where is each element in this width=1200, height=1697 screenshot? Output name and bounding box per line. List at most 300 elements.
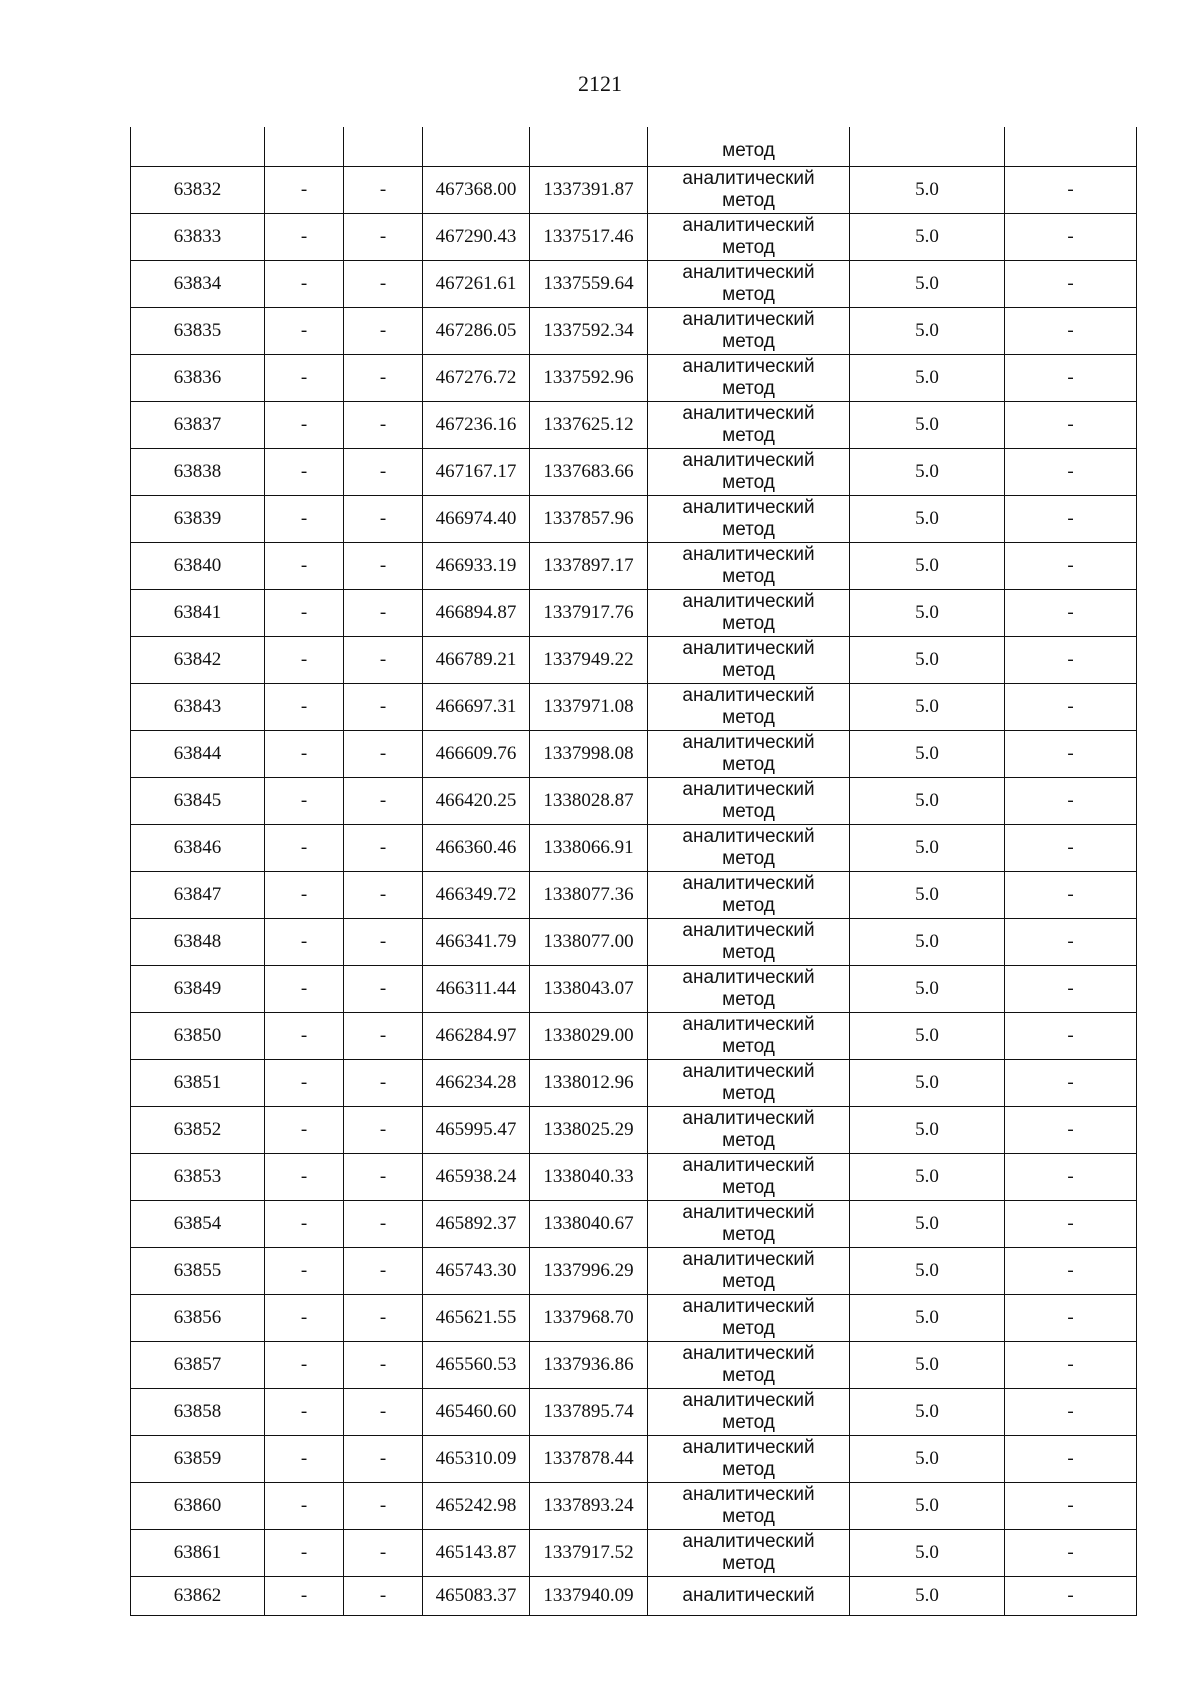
empty-value-cell: - bbox=[265, 590, 344, 637]
table-row bbox=[131, 1436, 1137, 1483]
empty-value-cell: - bbox=[1005, 1389, 1137, 1436]
method-line-2: метод bbox=[722, 754, 775, 775]
x-coordinate-cell: 465460.60 bbox=[423, 1389, 530, 1436]
accuracy-cell: 5.0 bbox=[850, 1389, 1005, 1436]
method-line-2: метод bbox=[722, 378, 775, 399]
empty-value-cell: - bbox=[265, 1201, 344, 1248]
method-line-1: аналитический bbox=[682, 1014, 815, 1035]
point-number-cell: 63854 bbox=[131, 1201, 265, 1248]
empty-value-cell: - bbox=[1005, 966, 1137, 1013]
empty-value-cell: - bbox=[265, 1342, 344, 1389]
table-row bbox=[131, 543, 1137, 590]
method-line-2: метод bbox=[722, 942, 775, 963]
x-coordinate-cell: 466894.87 bbox=[423, 590, 530, 637]
empty-value-cell: - bbox=[265, 1530, 344, 1577]
x-coordinate-cell: 466974.40 bbox=[423, 496, 530, 543]
method-line-2: метод bbox=[722, 1459, 775, 1480]
empty-value-cell: - bbox=[1005, 778, 1137, 825]
x-coordinate-cell: 465083.37 bbox=[423, 1577, 530, 1616]
table-row bbox=[131, 1577, 1137, 1616]
method-line-1: аналитический bbox=[682, 1343, 815, 1364]
empty-value-cell: - bbox=[344, 1013, 423, 1060]
empty-value-cell: - bbox=[1005, 1436, 1137, 1483]
point-number-cell: 63838 bbox=[131, 449, 265, 496]
method-cell bbox=[648, 1295, 850, 1342]
method-line-1: аналитический bbox=[682, 1249, 815, 1270]
empty-value-cell: - bbox=[265, 543, 344, 590]
accuracy-cell: 5.0 bbox=[850, 872, 1005, 919]
empty-value-cell: - bbox=[265, 214, 344, 261]
empty-value-cell: - bbox=[344, 214, 423, 261]
empty-value-cell: - bbox=[1005, 308, 1137, 355]
y-coordinate-cell: 1337917.76 bbox=[530, 590, 648, 637]
point-number-cell: 63843 bbox=[131, 684, 265, 731]
x-coordinate-cell: 467368.00 bbox=[423, 167, 530, 214]
x-coordinate-cell: 466234.28 bbox=[423, 1060, 530, 1107]
table-row bbox=[131, 1013, 1137, 1060]
method-cell bbox=[648, 1201, 850, 1248]
accuracy-cell: 5.0 bbox=[850, 214, 1005, 261]
y-coordinate-cell: 1337996.29 bbox=[530, 1248, 648, 1295]
x-coordinate-cell: 465310.09 bbox=[423, 1436, 530, 1483]
point-number-cell: 63857 bbox=[131, 1342, 265, 1389]
y-coordinate-cell: 1337917.52 bbox=[530, 1530, 648, 1577]
accuracy-cell: 5.0 bbox=[850, 966, 1005, 1013]
method-line-2: метод bbox=[722, 472, 775, 493]
accuracy-cell: 5.0 bbox=[850, 1248, 1005, 1295]
method-line-1: аналитический bbox=[682, 1108, 815, 1129]
empty-value-cell: - bbox=[344, 355, 423, 402]
empty-value-cell: - bbox=[344, 825, 423, 872]
empty-value-cell: - bbox=[265, 1436, 344, 1483]
empty-value-cell: - bbox=[265, 778, 344, 825]
accuracy-cell: 5.0 bbox=[850, 1530, 1005, 1577]
method-cell bbox=[648, 1530, 850, 1577]
method-line-1: аналитический bbox=[682, 215, 815, 236]
empty-value-cell: - bbox=[1005, 1483, 1137, 1530]
table-row bbox=[131, 449, 1137, 496]
point-number-cell: 63847 bbox=[131, 872, 265, 919]
empty-value-cell: - bbox=[344, 1295, 423, 1342]
table-cell bbox=[423, 127, 530, 167]
method-line-1: аналитический bbox=[682, 920, 815, 941]
table-row bbox=[131, 872, 1137, 919]
table-row bbox=[131, 1107, 1137, 1154]
accuracy-cell: 5.0 bbox=[850, 590, 1005, 637]
point-number-cell: 63845 bbox=[131, 778, 265, 825]
method-cell bbox=[648, 543, 850, 590]
point-number-cell: 63844 bbox=[131, 731, 265, 778]
empty-value-cell: - bbox=[1005, 355, 1137, 402]
y-coordinate-cell: 1337592.96 bbox=[530, 355, 648, 402]
empty-value-cell: - bbox=[1005, 261, 1137, 308]
accuracy-cell: 5.0 bbox=[850, 261, 1005, 308]
x-coordinate-cell: 466697.31 bbox=[423, 684, 530, 731]
accuracy-cell: 5.0 bbox=[850, 919, 1005, 966]
y-coordinate-cell: 1337897.17 bbox=[530, 543, 648, 590]
method-line-2: метод bbox=[722, 237, 775, 258]
empty-value-cell: - bbox=[344, 778, 423, 825]
y-coordinate-cell: 1338040.33 bbox=[530, 1154, 648, 1201]
point-number-cell: 63853 bbox=[131, 1154, 265, 1201]
empty-value-cell: - bbox=[265, 355, 344, 402]
point-number-cell: 63837 bbox=[131, 402, 265, 449]
accuracy-cell: 5.0 bbox=[850, 684, 1005, 731]
table-row bbox=[131, 1295, 1137, 1342]
y-coordinate-cell: 1338077.00 bbox=[530, 919, 648, 966]
method-cell bbox=[648, 1107, 850, 1154]
method-cell bbox=[648, 167, 850, 214]
accuracy-cell: 5.0 bbox=[850, 1013, 1005, 1060]
x-coordinate-cell: 467290.43 bbox=[423, 214, 530, 261]
point-number-cell: 63841 bbox=[131, 590, 265, 637]
x-coordinate-cell: 466349.72 bbox=[423, 872, 530, 919]
table-row bbox=[131, 308, 1137, 355]
empty-value-cell: - bbox=[344, 731, 423, 778]
empty-value-cell: - bbox=[1005, 1577, 1137, 1616]
point-number-cell: 63856 bbox=[131, 1295, 265, 1342]
empty-value-cell: - bbox=[1005, 731, 1137, 778]
empty-value-cell: - bbox=[265, 731, 344, 778]
y-coordinate-cell: 1337998.08 bbox=[530, 731, 648, 778]
accuracy-cell: 5.0 bbox=[850, 355, 1005, 402]
accuracy-cell: 5.0 bbox=[850, 1201, 1005, 1248]
method-line-2: метод bbox=[722, 1083, 775, 1104]
method-line-1: аналитический bbox=[682, 638, 815, 659]
method-line-2: метод bbox=[722, 613, 775, 634]
point-number-cell: 63840 bbox=[131, 543, 265, 590]
method-line-2: метод bbox=[722, 848, 775, 869]
table-row bbox=[131, 1530, 1137, 1577]
method-line-1: аналитический bbox=[682, 356, 815, 377]
y-coordinate-cell: 1338012.96 bbox=[530, 1060, 648, 1107]
empty-value-cell: - bbox=[1005, 214, 1137, 261]
table-row bbox=[131, 496, 1137, 543]
x-coordinate-cell: 466420.25 bbox=[423, 778, 530, 825]
method-line-2: метод bbox=[722, 284, 775, 305]
accuracy-cell: 5.0 bbox=[850, 1483, 1005, 1530]
table-row bbox=[131, 778, 1137, 825]
method-line-2: метод bbox=[722, 425, 775, 446]
y-coordinate-cell: 1338043.07 bbox=[530, 966, 648, 1013]
empty-value-cell: - bbox=[344, 1060, 423, 1107]
empty-value-cell: - bbox=[344, 1248, 423, 1295]
empty-value-cell: - bbox=[265, 1483, 344, 1530]
y-coordinate-cell: 1338066.91 bbox=[530, 825, 648, 872]
method-cell bbox=[648, 308, 850, 355]
method-line-2: метод bbox=[722, 519, 775, 540]
empty-value-cell: - bbox=[1005, 1013, 1137, 1060]
method-line-2: метод bbox=[722, 707, 775, 728]
point-number-cell: 63860 bbox=[131, 1483, 265, 1530]
empty-value-cell: - bbox=[265, 1154, 344, 1201]
point-number-cell: 63836 bbox=[131, 355, 265, 402]
empty-value-cell: - bbox=[265, 496, 344, 543]
table-row bbox=[131, 1201, 1137, 1248]
y-coordinate-cell: 1338028.87 bbox=[530, 778, 648, 825]
table-row bbox=[131, 1389, 1137, 1436]
method-line-1: аналитический bbox=[682, 403, 815, 424]
table-cell bbox=[850, 127, 1005, 167]
empty-value-cell: - bbox=[1005, 1530, 1137, 1577]
y-coordinate-cell: 1337893.24 bbox=[530, 1483, 648, 1530]
empty-value-cell: - bbox=[344, 1342, 423, 1389]
table-row bbox=[131, 731, 1137, 778]
point-number-cell: 63835 bbox=[131, 308, 265, 355]
method-line-2: метод bbox=[722, 1553, 775, 1574]
empty-value-cell: - bbox=[1005, 637, 1137, 684]
method-cell bbox=[648, 872, 850, 919]
table-row bbox=[131, 261, 1137, 308]
x-coordinate-cell: 466341.79 bbox=[423, 919, 530, 966]
empty-value-cell: - bbox=[265, 919, 344, 966]
x-coordinate-cell: 467236.16 bbox=[423, 402, 530, 449]
accuracy-cell: 5.0 bbox=[850, 543, 1005, 590]
method-line-2: метод bbox=[722, 1365, 775, 1386]
method-cell bbox=[648, 684, 850, 731]
method-cell bbox=[648, 1342, 850, 1389]
point-number-cell: 63834 bbox=[131, 261, 265, 308]
y-coordinate-cell: 1337895.74 bbox=[530, 1389, 648, 1436]
accuracy-cell: 5.0 bbox=[850, 402, 1005, 449]
empty-value-cell: - bbox=[344, 402, 423, 449]
method-line-2: метод bbox=[722, 1177, 775, 1198]
method-cell bbox=[648, 1013, 850, 1060]
method-cell bbox=[648, 355, 850, 402]
empty-value-cell: - bbox=[1005, 167, 1137, 214]
empty-value-cell: - bbox=[265, 167, 344, 214]
table-row bbox=[131, 919, 1137, 966]
empty-value-cell: - bbox=[265, 402, 344, 449]
accuracy-cell: 5.0 bbox=[850, 449, 1005, 496]
point-number-cell: 63846 bbox=[131, 825, 265, 872]
point-number-cell: 63855 bbox=[131, 1248, 265, 1295]
accuracy-cell: 5.0 bbox=[850, 1107, 1005, 1154]
method-line-2: метод bbox=[722, 331, 775, 352]
table-row bbox=[131, 1248, 1137, 1295]
accuracy-cell: 5.0 bbox=[850, 637, 1005, 684]
empty-value-cell: - bbox=[1005, 919, 1137, 966]
y-coordinate-cell: 1337878.44 bbox=[530, 1436, 648, 1483]
method-line-2: метод bbox=[722, 1506, 775, 1527]
empty-value-cell: - bbox=[1005, 1060, 1137, 1107]
method-line-2: метод bbox=[722, 1036, 775, 1057]
coordinates-table bbox=[130, 127, 1137, 1616]
table-row bbox=[131, 637, 1137, 684]
method-line-1: аналитический bbox=[682, 873, 815, 894]
accuracy-cell: 5.0 bbox=[850, 1295, 1005, 1342]
point-number-cell: 63851 bbox=[131, 1060, 265, 1107]
method-cell bbox=[648, 778, 850, 825]
accuracy-cell: 5.0 bbox=[850, 731, 1005, 778]
accuracy-cell: 5.0 bbox=[850, 496, 1005, 543]
y-coordinate-cell: 1338040.67 bbox=[530, 1201, 648, 1248]
x-coordinate-cell: 467286.05 bbox=[423, 308, 530, 355]
method-line-1: аналитический bbox=[682, 1585, 815, 1606]
y-coordinate-cell: 1337625.12 bbox=[530, 402, 648, 449]
empty-value-cell: - bbox=[344, 872, 423, 919]
empty-value-cell: - bbox=[265, 308, 344, 355]
method-cell bbox=[648, 1483, 850, 1530]
accuracy-cell: 5.0 bbox=[850, 1154, 1005, 1201]
empty-value-cell: - bbox=[1005, 684, 1137, 731]
table-row bbox=[131, 355, 1137, 402]
method-line-2: метод bbox=[722, 660, 775, 681]
method-line-2: метод bbox=[722, 566, 775, 587]
method-cell bbox=[648, 731, 850, 778]
point-number-cell: 63832 bbox=[131, 167, 265, 214]
table-row bbox=[131, 1154, 1137, 1201]
method-line-2: метод bbox=[722, 1318, 775, 1339]
table-row bbox=[131, 1060, 1137, 1107]
x-coordinate-cell: 465621.55 bbox=[423, 1295, 530, 1342]
y-coordinate-cell: 1337968.70 bbox=[530, 1295, 648, 1342]
method-line-1: аналитический bbox=[682, 1296, 815, 1317]
empty-value-cell: - bbox=[344, 261, 423, 308]
method-line-2: метод bbox=[722, 801, 775, 822]
y-coordinate-cell: 1337971.08 bbox=[530, 684, 648, 731]
point-number-cell: 63852 bbox=[131, 1107, 265, 1154]
empty-value-cell: - bbox=[265, 1248, 344, 1295]
method-line-1: аналитический bbox=[682, 1202, 815, 1223]
point-number-cell: 63850 bbox=[131, 1013, 265, 1060]
table-cell bbox=[344, 127, 423, 167]
empty-value-cell: - bbox=[1005, 1107, 1137, 1154]
empty-value-cell: - bbox=[344, 1154, 423, 1201]
x-coordinate-cell: 467276.72 bbox=[423, 355, 530, 402]
method-line-1: аналитический bbox=[682, 1061, 815, 1082]
empty-value-cell: - bbox=[1005, 1248, 1137, 1295]
table-cell bbox=[530, 127, 648, 167]
table-cell bbox=[131, 127, 265, 167]
method-line-2: метод bbox=[722, 190, 775, 211]
y-coordinate-cell: 1337559.64 bbox=[530, 261, 648, 308]
x-coordinate-cell: 465892.37 bbox=[423, 1201, 530, 1248]
method-cell bbox=[648, 127, 850, 167]
accuracy-cell: 5.0 bbox=[850, 167, 1005, 214]
method-line-2: метод bbox=[722, 989, 775, 1010]
empty-value-cell: - bbox=[344, 308, 423, 355]
table-row bbox=[131, 684, 1137, 731]
accuracy-cell: 5.0 bbox=[850, 308, 1005, 355]
empty-value-cell: - bbox=[1005, 449, 1137, 496]
x-coordinate-cell: 465143.87 bbox=[423, 1530, 530, 1577]
method-cell bbox=[648, 919, 850, 966]
accuracy-cell: 5.0 bbox=[850, 825, 1005, 872]
x-coordinate-cell: 466609.76 bbox=[423, 731, 530, 778]
x-coordinate-cell: 466933.19 bbox=[423, 543, 530, 590]
method-line-1: аналитический bbox=[682, 967, 815, 988]
x-coordinate-cell: 466360.46 bbox=[423, 825, 530, 872]
empty-value-cell: - bbox=[265, 637, 344, 684]
table-row bbox=[131, 167, 1137, 214]
y-coordinate-cell: 1337517.46 bbox=[530, 214, 648, 261]
table-row bbox=[131, 825, 1137, 872]
x-coordinate-cell: 467167.17 bbox=[423, 449, 530, 496]
empty-value-cell: - bbox=[344, 1107, 423, 1154]
x-coordinate-cell: 466789.21 bbox=[423, 637, 530, 684]
method-cell bbox=[648, 1154, 850, 1201]
empty-value-cell: - bbox=[344, 496, 423, 543]
y-coordinate-cell: 1338029.00 bbox=[530, 1013, 648, 1060]
table-cell bbox=[1005, 127, 1137, 167]
method-cell bbox=[648, 1577, 850, 1616]
method-cell bbox=[648, 496, 850, 543]
empty-value-cell: - bbox=[265, 872, 344, 919]
empty-value-cell: - bbox=[344, 543, 423, 590]
x-coordinate-cell: 466311.44 bbox=[423, 966, 530, 1013]
point-number-cell: 63861 bbox=[131, 1530, 265, 1577]
method-cell bbox=[648, 590, 850, 637]
method-line-2: метод bbox=[722, 1224, 775, 1245]
empty-value-cell: - bbox=[1005, 496, 1137, 543]
method-line-2: метод bbox=[722, 1130, 775, 1151]
x-coordinate-cell: 465995.47 bbox=[423, 1107, 530, 1154]
x-coordinate-cell: 467261.61 bbox=[423, 261, 530, 308]
method-cell bbox=[648, 1060, 850, 1107]
method-line-1: аналитический bbox=[682, 1437, 815, 1458]
empty-value-cell: - bbox=[344, 590, 423, 637]
method-line-1: аналитический bbox=[682, 591, 815, 612]
empty-value-cell: - bbox=[344, 637, 423, 684]
empty-value-cell: - bbox=[265, 1577, 344, 1616]
y-coordinate-cell: 1337857.96 bbox=[530, 496, 648, 543]
y-coordinate-cell: 1337592.34 bbox=[530, 308, 648, 355]
empty-value-cell: - bbox=[1005, 1342, 1137, 1389]
table-row bbox=[131, 402, 1137, 449]
empty-value-cell: - bbox=[344, 1201, 423, 1248]
empty-value-cell: - bbox=[1005, 590, 1137, 637]
method-cell bbox=[648, 449, 850, 496]
point-number-cell: 63848 bbox=[131, 919, 265, 966]
method-line-1: аналитический bbox=[682, 1390, 815, 1411]
method-cell bbox=[648, 402, 850, 449]
method-cell bbox=[648, 1389, 850, 1436]
x-coordinate-cell: 465242.98 bbox=[423, 1483, 530, 1530]
empty-value-cell: - bbox=[265, 261, 344, 308]
method-continuation-text: метод bbox=[722, 140, 775, 161]
empty-value-cell: - bbox=[344, 167, 423, 214]
empty-value-cell: - bbox=[265, 825, 344, 872]
accuracy-cell: 5.0 bbox=[850, 1342, 1005, 1389]
method-line-1: аналитический bbox=[682, 779, 815, 800]
method-cell bbox=[648, 214, 850, 261]
empty-value-cell: - bbox=[265, 1389, 344, 1436]
y-coordinate-cell: 1337391.87 bbox=[530, 167, 648, 214]
method-line-2: метод bbox=[722, 1412, 775, 1433]
empty-value-cell: - bbox=[265, 1107, 344, 1154]
method-line-2: метод bbox=[722, 895, 775, 916]
table-cell bbox=[265, 127, 344, 167]
y-coordinate-cell: 1337683.66 bbox=[530, 449, 648, 496]
accuracy-cell: 5.0 bbox=[850, 1060, 1005, 1107]
continuation-row bbox=[131, 127, 1137, 167]
point-number-cell: 63859 bbox=[131, 1436, 265, 1483]
empty-value-cell: - bbox=[265, 1295, 344, 1342]
method-cell bbox=[648, 966, 850, 1013]
method-cell bbox=[648, 1436, 850, 1483]
empty-value-cell: - bbox=[265, 449, 344, 496]
point-number-cell: 63842 bbox=[131, 637, 265, 684]
page-number: 2121 bbox=[578, 71, 622, 96]
empty-value-cell: - bbox=[344, 966, 423, 1013]
method-line-1: аналитический bbox=[682, 1484, 815, 1505]
accuracy-cell: 5.0 bbox=[850, 778, 1005, 825]
y-coordinate-cell: 1337949.22 bbox=[530, 637, 648, 684]
point-number-cell: 63849 bbox=[131, 966, 265, 1013]
method-line-2: метод bbox=[722, 1271, 775, 1292]
point-number-cell: 63839 bbox=[131, 496, 265, 543]
